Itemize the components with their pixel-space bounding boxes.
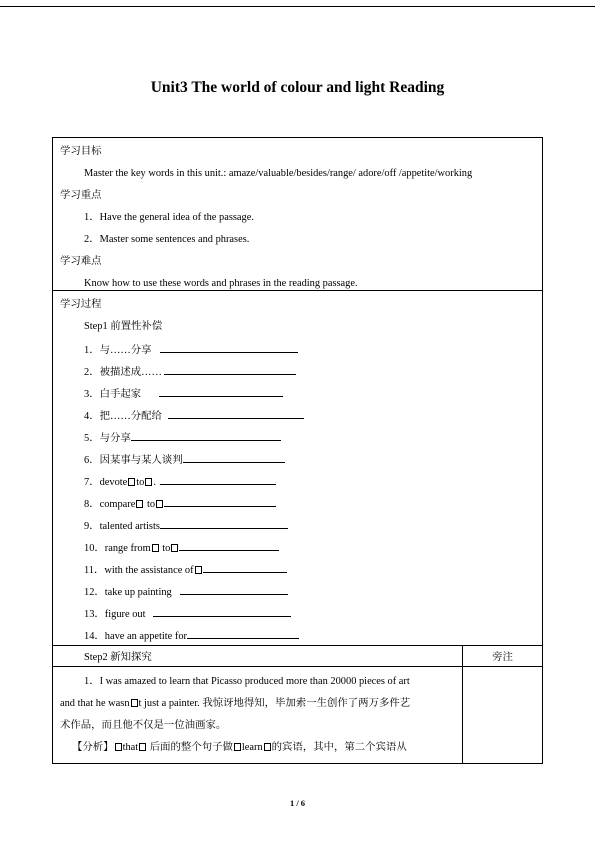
analysis-line: 【分析】 that 后面的整个句子做 learn 的宾语，其中，第二个宾语从 xyxy=(72,742,407,753)
placeholder-box xyxy=(131,699,138,707)
page-number: 1 / 6 xyxy=(289,798,306,808)
sentence-line: 术作品，而且他不仅是一位油画家。 xyxy=(60,720,227,731)
placeholder-box xyxy=(139,743,146,751)
difficult-heading: 学习难点 xyxy=(60,256,102,267)
answer-blank[interactable] xyxy=(180,584,288,595)
key-point: 2．Master some sentences and phrases. xyxy=(84,234,250,245)
goals-heading: 学习目标 xyxy=(60,146,102,157)
exercise-item: 10．range from to xyxy=(84,540,279,555)
step2-heading: Step2 新知探究 xyxy=(84,652,152,663)
exercise-item: 5．与分享 xyxy=(84,430,281,445)
placeholder-box xyxy=(195,566,202,574)
answer-blank[interactable] xyxy=(159,386,283,397)
step2-content-cell xyxy=(52,666,463,764)
placeholder-box xyxy=(128,478,135,486)
exercise-item: 11．with the assistance of xyxy=(84,562,287,577)
difficult-content: Know how to use these words and phrases in the reading passage. xyxy=(84,278,358,289)
document-title: Unit3 The world of colour and light Reading xyxy=(150,79,445,96)
placeholder-box xyxy=(115,743,122,751)
sentence-line: 1．I was amazed to learn that Picasso produced more than 20000 pieces of art xyxy=(84,676,410,687)
answer-blank[interactable] xyxy=(160,474,276,485)
step2-header-cell xyxy=(52,645,463,667)
exercise-item: 2．被描述成…… xyxy=(84,364,296,379)
side-notes-header-cell xyxy=(462,645,543,667)
goals-section xyxy=(52,137,543,291)
answer-blank[interactable] xyxy=(187,628,299,639)
process-section xyxy=(52,290,543,646)
exercise-item: 7．devote to . xyxy=(84,474,276,489)
placeholder-box xyxy=(136,500,143,508)
answer-blank[interactable] xyxy=(203,562,287,573)
step1-heading: Step1 前置性补偿 xyxy=(84,321,163,332)
exercise-item: 6．因某事与某人谈判 xyxy=(84,452,285,467)
exercise-item: 14．have an appetite for xyxy=(84,628,299,643)
exercise-item: 12．take up painting xyxy=(84,584,288,599)
goals-content: Master the key words in this unit.: amaze/valuable/besides/range/ adore/off /appetite/working xyxy=(84,168,473,179)
answer-blank[interactable] xyxy=(164,364,296,375)
answer-blank[interactable] xyxy=(160,342,298,353)
placeholder-box xyxy=(156,500,163,508)
placeholder-box xyxy=(152,544,159,552)
sentence-line: and that he wasn t just a painter. 我惊讶地得知，毕加索一生创作了两万多件艺 xyxy=(60,698,411,709)
exercise-item: 4．把……分配给 xyxy=(84,408,304,423)
key-point: 1．Have the general idea of the passage. xyxy=(84,212,254,223)
header-rule xyxy=(0,6,595,7)
exercise-item: 1．与……分享 xyxy=(84,342,298,357)
side-notes-heading: 旁注 xyxy=(492,652,513,663)
exercise-item: 13．figure out xyxy=(84,606,291,621)
answer-blank[interactable] xyxy=(131,430,281,441)
answer-blank[interactable] xyxy=(168,408,304,419)
answer-blank[interactable] xyxy=(179,540,279,551)
answer-blank[interactable] xyxy=(153,606,291,617)
placeholder-box xyxy=(171,544,178,552)
placeholder-box xyxy=(145,478,152,486)
key-heading: 学习重点 xyxy=(60,190,102,201)
answer-blank[interactable] xyxy=(160,518,288,529)
side-notes-cell xyxy=(462,666,543,764)
exercise-item: 8．compare to xyxy=(84,496,276,511)
placeholder-box xyxy=(234,743,241,751)
answer-blank[interactable] xyxy=(164,496,276,507)
process-heading: 学习过程 xyxy=(60,299,102,310)
exercise-item: 9．talented artists xyxy=(84,518,288,533)
exercise-item: 3．白手起家 xyxy=(84,386,283,401)
placeholder-box xyxy=(264,743,271,751)
answer-blank[interactable] xyxy=(183,452,285,463)
